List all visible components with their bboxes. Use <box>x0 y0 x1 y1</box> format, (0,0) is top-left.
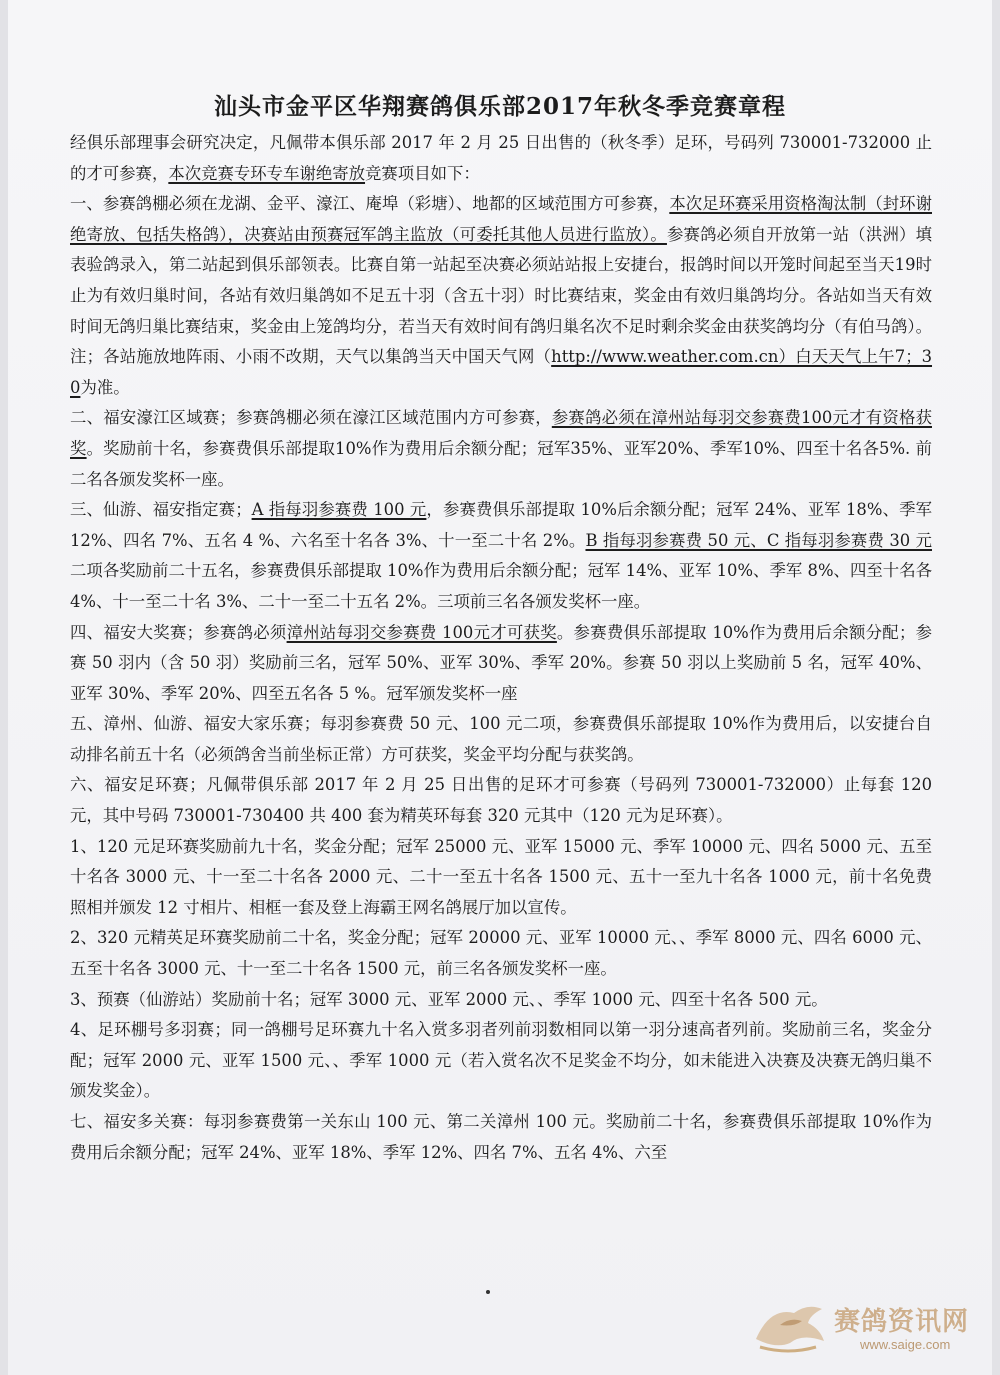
underlined-text: 本次足环赛采用资格淘汰制（封环谢绝寄放、包括失格鸽），决赛站由预赛冠军鸽主监放（可委托其他人员进行监放）。 <box>70 194 932 244</box>
underlined-text: 参赛鸽必须在漳州站每羽交参赛费100元才有资格获奖 <box>70 408 932 458</box>
paragraph-text: 。奖励前十名，参赛费俱乐部提取10%作为费用后余额分配；冠军35%、亚军20%、季军10%、四至十名各5%. 前二名各颁发奖杯一座。 <box>70 438 933 489</box>
paragraph-text: 六、福安足环赛；凡佩带俱乐部 2017 年 2 月 25 日出售的足环才可参赛（号码列 730001-732000）止每套 120 元，其中号码 730001-730400 共 400 套为精英环每套 320 元其中（120 元为足环赛）。 <box>70 775 932 826</box>
paragraph-text: 四、福安大奖赛；参赛鸽必须 <box>70 622 287 642</box>
watermark-name: 赛鸽资讯网 <box>834 1307 970 1337</box>
page-edge-right <box>992 0 1000 1375</box>
paragraph-2 <box>70 189 932 403</box>
paragraph-text: 七、福安多关赛：每羽参赛费第一关东山 100 元、第二关漳州 100 元。奖励前二十名，参赛费俱乐部提取 10%作为费用后余额分配；冠军 24%、亚军 18%、季军 12%、四名 7%、五名 4%、六至 <box>70 1112 932 1162</box>
paragraph-text: ，参赛费俱乐部提取 10%后余额分配；冠军 24%、亚军 18%、季军 12%、四名 7%、五名 4 %、六名至十名各 3%、十一至二十名 2%。 <box>70 500 933 550</box>
watermark-url: www.saige.com <box>860 1337 951 1352</box>
paragraph-10 <box>70 985 932 1016</box>
paragraph-text: 一、参赛鸽棚必须在龙湖、金平、濠江、庵埠（彩塘）、地都的区域范围方可参赛， <box>70 194 670 214</box>
underlined-text: 漳州站每羽交参赛费 100元才可获奖 <box>286 622 557 642</box>
paragraph-text: 二项各奖励前二十五名，参赛费俱乐部提取 10%作为费用后余额分配；冠军 14%、亚军 10%、季军 8%、四至十名各 4%、十一至二十名 3%、二十一至二十五名 2%。三项前三名各颁发奖杯一座。 <box>70 561 932 611</box>
paragraph-text: 参赛鸽必须自开放第一站（洪洲）填表验鸽录入，第二站起到俱乐部领表。比赛自第一站起至决赛必须站站报上安捷台，报鸽时间以开笼时间起至当天19时止为有效归巢时间，各站有效归巢鸽如不足五十羽（含五十羽）时比赛结束，奖金由有效归巢鸽均分。各站如当天有效时间无鸽归巢比赛结束，奖金由上笼鸽均分，若当天有效时间有鸽归巢名次不足时剩余奖金由获奖鸽均分（有伯马鸽）。注；各站施放地阵雨、小雨不改期，天气以集鸽当天中国天气网（ <box>70 224 932 367</box>
paragraph-text: 1、120 元足环赛奖励前九十名，奖金分配；冠军 25000 元、亚军 15000 元、季军 10000 元、四名 5000 元、五至十名各 3000 元、十一至二十名各 2000 元、二十一至五十名各 1500 元、五十一至九十名各 1000 元，前十名免费照相并颁发 12 寸相片、相框一套及登上海霸王网名鸽展厅加以宣传。 <box>70 836 932 917</box>
document-title: 汕头市金平区华翔赛鸽俱乐部2017年秋冬季竞赛章程 <box>213 93 786 120</box>
paragraph-6 <box>70 709 932 770</box>
paragraph-5 <box>70 618 932 710</box>
underlined-text: http://www.weather.com.cn）白天天气上午7；30 <box>70 347 933 397</box>
underlined-text: A 指每羽参赛费 100 元 <box>251 500 427 520</box>
paragraph-11 <box>70 1015 932 1107</box>
paragraph-text: 。参赛费俱乐部提取 10%作为费用后余额分配；参赛 50 羽内（含 50 羽）奖励前三名，冠军 50%、亚军 30%、季军 20%。参赛 50 羽以上奖励前 5 名，冠军 40%、亚军 30%、季军 20%、四至五名各 5 %。冠军颁发奖杯一座 <box>70 622 933 703</box>
paragraph-text: 竞赛项目如下： <box>365 163 480 183</box>
paragraph-text: 三、仙游、福安指定赛； <box>70 500 252 520</box>
paragraph-text: 经俱乐部理事会研究决定，凡佩带本俱乐部 2017 年 2 月 25 日出售的（秋冬季）足环，号码列 730001-732000 止的才可参赛， <box>70 133 932 183</box>
page-dot <box>486 1290 490 1294</box>
paragraph-1 <box>70 128 932 189</box>
paragraph-text: 4、足环棚号多羽赛；同一鸽棚号足环赛九十名入赏多羽者列前羽数相同以第一羽分速高者列前。奖励前三名，奖金分配；冠军 2000 元、亚军 1500 元、、季军 1000 元（若入赏名次不足奖金不均分，如未能进入决赛及决赛无鸽归巢不颁发奖金）。 <box>70 1020 932 1101</box>
paragraph-text: 2、320 元精英足环赛奖励前二十名，奖金分配；冠军 20000 元、亚军 10000 元、、季军 8000 元、四名 6000 元、五至十名各 3000 元、十一至二十名各 1500 元，前三名各颁发奖杯一座。 <box>70 928 932 979</box>
paragraph-text: 五、漳州、仙游、福安大家乐赛；每羽参赛费 50 元、100 元二项，参赛费俱乐部提取 10%作为费用后，以安捷台自动排名前五十名（必须鸽舍当前坐标正常）方可获奖，奖金平均分配与获奖鸽。 <box>70 714 932 764</box>
paragraph-text: 二、福安濠江区域赛；参赛鸽棚必须在濠江区域范围内方可参赛， <box>70 408 552 428</box>
page-edge-left <box>0 0 8 1375</box>
pigeon-logo-icon <box>750 1299 830 1359</box>
paragraph-text: 3、预赛（仙游站）奖励前十名；冠军 3000 元、亚军 2000 元、、季军 1000 元、四至十名各 500 元。 <box>70 989 828 1009</box>
paragraph-12 <box>70 1107 932 1168</box>
paragraph-7 <box>70 770 932 831</box>
document-body <box>70 128 932 1168</box>
paragraph-text: 为准。 <box>80 377 130 397</box>
paragraph-4 <box>70 495 932 617</box>
underlined-text: B 指每羽参赛费 50 元、C 指每羽参赛费 30 元 <box>585 530 932 550</box>
watermark <box>750 1295 980 1365</box>
paragraph-8 <box>70 832 932 924</box>
underlined-text: 本次竞赛专环专车谢绝寄放 <box>168 163 366 183</box>
paragraph-3 <box>70 403 932 495</box>
paragraph-9 <box>70 923 932 984</box>
